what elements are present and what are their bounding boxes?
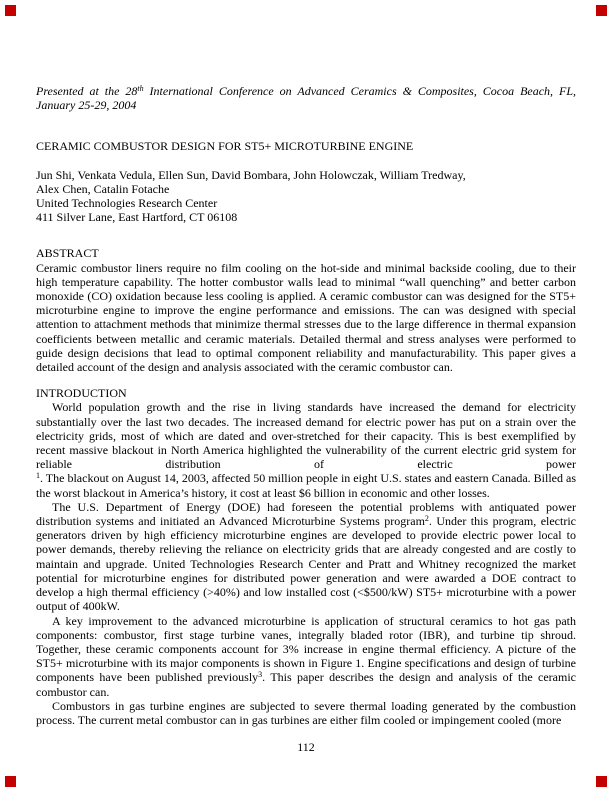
intro-paragraph-1b: $^1$. The blackout on August 14, 2003, affected 50 million people in eight U.S. states and eastern Canada. Billed as the worst blackout in America’s history, it cost at least $6 billion in economic and other losses. [36,470,576,500]
author-line: Jun Shi, Venkata Vedula, Ellen Sun, David Bombara, John Holowczak, William Tredway, [36,167,466,182]
page-content [36,84,576,727]
author-line: Alex Chen, Catalin Fotache [36,181,170,196]
corner-marker-bottom-right [596,776,607,787]
page-number: 112 [297,740,315,754]
abstract-paragraph: Ceramic combustor liners require no film cooling on the hot-side and minimal backside cooling, due to their high temperature capability. The hotter combustor walls lead to minimal “wall quenching” and better carbon monoxide (CO) oxidation because less cooling is applied. A ceramic combustor can was designed for the ST5+ microturbine engine to improve the engine performance and emissions. The can was designed with special attention to attachment methods that minimize thermal stresses due to the large difference in thermal expansion coefficients between metallic and ceramic materials. Detailed thermal and stress analyses were performed to guide design decisions that lead to optimal component reliability and manufacturability. This paper gives a detailed account of the design and analysis associated with the ceramic combustor can. [36,260,576,375]
presentation-note-line1: Presented at the 28th International Conference on Advanced Ceramics & Composites, Cocoa Beach, FL, [36,83,577,98]
intro-paragraph-1a: World population growth and the rise in living standards have increased the demand for electricity substantially over the last two decades. The increased demand for electric power has put on a strain over the electricity grids, most of which are dated and over-stretched for their capacity. This is best exemplified by recent massive blackout in North America highlighted the vulnerability of the current electric grid system for reliable distribution of electric power [36,400,576,472]
intro-paragraph-2: The U.S. Department of Energy (DOE) had foreseen the potential problems with antiquated power distribution systems and initiated an Advanced Microturbine Systems program$^2$. Under this program, electric generators driven by high efficiency microturbine engines are developed to provide electric power local to power demands, thereby relieving the reliance on electricity grids that are already congested and are costly to maintain and upgrade. United Technologies Research Center and Pratt and Whitney recognized the market potential for microturbine engines for distributed power generation and were awarded a DOE contract to develop a high thermal efficiency (>40%) and low installed cost (<$500/kW) ST5+ microturbine with a power output of 400kW. [36,499,576,614]
corner-marker-top-right [596,5,607,16]
abstract-heading: ABSTRACT [36,246,99,261]
affiliation-line: United Technologies Research Center [36,196,218,211]
presentation-note [36,84,576,112]
introduction-heading: INTRODUCTION [36,386,127,401]
address-line: 411 Silver Lane, East Hartford, CT 06108 [36,210,238,225]
intro-paragraph-3: A key improvement to the advanced microturbine is application of structural ceramics to hot gas path components: combustor, first stage turbine vanes, integrally bladed rotor (IBR), and turbine tip shroud. Together, these ceramic components account for 3% increase in engine thermal efficiency. A picture of the ST5+ microturbine with its major components is shown in Figure 1. Engine specifications and design of turbine components have been published previously$^3$. This paper describes the design and analysis of the ceramic combustor can. [36,613,576,699]
corner-marker-top-left [5,5,16,16]
presentation-note-line2: January 25-29, 2004 [36,98,137,113]
intro-paragraph-4: Combustors in gas turbine engines are subjected to severe thermal loading generated by the combustion process. The current metal combustor can in gas turbines are either film cooled or impingement cooled (more [36,698,576,727]
paper-title: CERAMIC COMBUSTOR DESIGN FOR ST5+ MICROTURBINE ENGINE [36,139,414,154]
corner-marker-bottom-left [5,776,16,787]
author-block [36,168,576,225]
